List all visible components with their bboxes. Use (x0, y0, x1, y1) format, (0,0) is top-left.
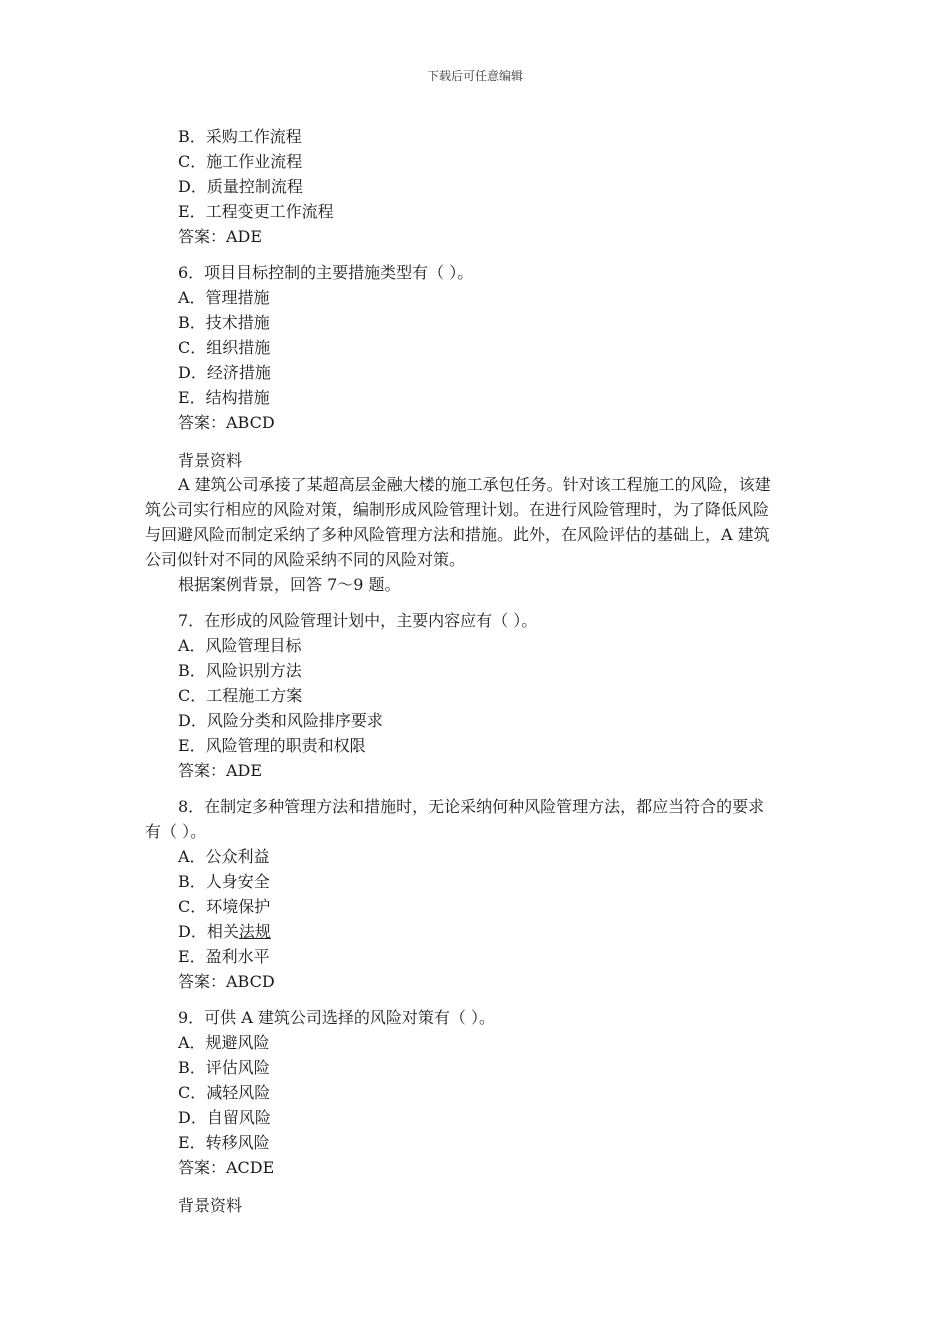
q5-option-c: C．施工作业流程 (178, 152, 303, 171)
q9-option-e: E．转移风险 (178, 1133, 270, 1152)
q7-option-c: C．工程施工方案 (178, 686, 303, 705)
q7-option-e: E．风险管理的职责和权限 (178, 736, 366, 755)
q6-answer: 答案：ABCD (178, 413, 275, 432)
q9-option-a: A．规避风险 (178, 1033, 270, 1052)
q7-answer: 答案：ADE (178, 761, 263, 780)
q6-option-d: D．经济措施 (178, 363, 271, 382)
background-para-line: 筑公司实行相应的风险对策，编制形成风险管理计划。在进行风险管理时，为了降低风险 (145, 500, 770, 519)
background-prompt: 根据案例背景，回答 7～9 题。 (178, 575, 401, 594)
q8-option-e: E．盈利水平 (178, 947, 270, 966)
q8-option-c: C．环境保护 (178, 897, 271, 916)
q6-option-a: A．管理措施 (178, 288, 270, 307)
q9-option-d: D．自留风险 (178, 1108, 271, 1127)
q8-option-d (178, 922, 271, 942)
q9-answer: 答案：ACDE (178, 1158, 275, 1177)
background-title-2: 背景资料 (178, 1196, 243, 1215)
background-para-line: A 建筑公司承接了某超高层金融大楼的施工承包任务。针对该工程施工的风险，该建 (178, 475, 771, 494)
q5-option-d: D．质量控制流程 (178, 177, 303, 196)
q9-option-b: B．评估风险 (178, 1058, 270, 1077)
background-para-line: 公司似针对不同的风险采纳不同的风险对策。 (145, 550, 466, 569)
q7-option-b: B．风险识别方法 (178, 661, 302, 680)
q8-option-a: A．公众利益 (178, 847, 270, 866)
background-title: 背景资料 (178, 451, 243, 470)
q5-option-b: B．采购工作流程 (178, 127, 302, 146)
q8-answer: 答案：ABCD (178, 972, 275, 991)
q7-stem: 7．在形成的风险管理计划中，主要内容应有（ ）。 (178, 611, 538, 630)
q8-stem-line1: 8．在制定多种管理方法和措施时，无论采纳何种风险管理方法，都应当符合的要求 (178, 797, 765, 816)
q9-option-c: C．减轻风险 (178, 1083, 271, 1102)
q6-option-b: B．技术措施 (178, 313, 270, 332)
q6-option-c: C．组织措施 (178, 338, 271, 357)
q7-option-d: D．风险分类和风险排序要求 (178, 711, 383, 730)
q7-option-a: A．风险管理目标 (178, 636, 302, 655)
q5-answer: 答案：ADE (178, 227, 263, 246)
q8-option-b: B．人身安全 (178, 872, 270, 891)
q6-option-e: E．结构措施 (178, 388, 270, 407)
q6-stem: 6．项目目标控制的主要措施类型有（ ）。 (178, 263, 474, 282)
q9-stem: 9．可供 A 建筑公司选择的风险对策有（ ）。 (178, 1008, 495, 1027)
regulations-link[interactable]: 法规 (238, 922, 271, 941)
q8-stem-line2: 有（ ）。 (145, 822, 207, 841)
page-header: 下载后可任意编辑 (426, 69, 523, 83)
q5-option-e: E．工程变更工作流程 (178, 202, 334, 221)
background-para-line: 与回避风险而制定采纳了多种风险管理方法和措施。此外，在风险评估的基础上，A 建筑 (145, 525, 770, 544)
q8-option-d-prefix: D．相关 (178, 922, 239, 941)
